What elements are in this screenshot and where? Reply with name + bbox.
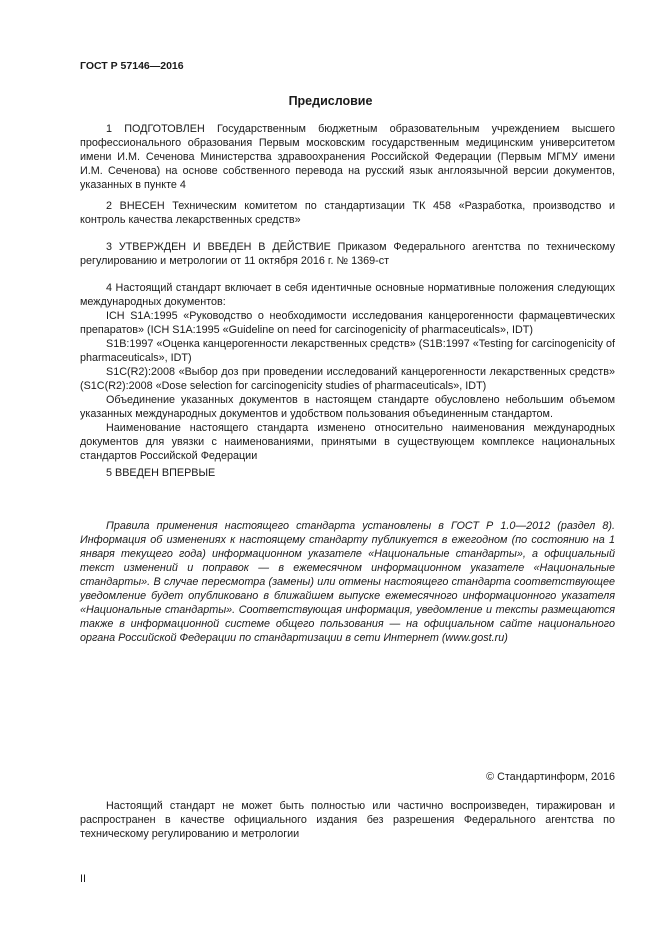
section-4 <box>80 281 615 463</box>
section-2 <box>80 199 615 227</box>
section-5 <box>80 466 615 480</box>
reproduction-notice <box>80 799 615 841</box>
page-title: Предисловие <box>288 94 373 108</box>
section-4-item: S1B:1997 «Оценка канцерогенности лекарственных средств» (S1B:1997 «Testing for carcinogenicity of pharmaceuticals», IDT) <box>80 338 615 365</box>
rules-notice <box>80 519 615 645</box>
section-5-text: 5 ВВЕДЕН ВПЕРВЫЕ <box>106 467 216 479</box>
section-4-note: Наименование настоящего стандарта изменено относительно наименования международных документов для увязки с наименованиями, принятыми в существующем комплексе национальных стандартов Российской Федерации <box>80 422 615 463</box>
section-4-item: ICH S1A:1995 «Руководство о необходимости исследования канцерогенности фармацевтических препаратов» (ICH S1A:1995 «Guideline on need for carcinogenicity of pharmaceuticals», IDT) <box>80 310 615 337</box>
section-1 <box>80 122 615 192</box>
section-4-intro: 4 Настоящий стандарт включает в себя идентичные основные нормативные положения следующих международных документов: <box>80 282 615 309</box>
copyright: © Стандартинформ, 2016 <box>486 771 615 783</box>
section-3-text: 3 УТВЕРЖДЕН И ВВЕДЕН В ДЕЙСТВИЕ Приказом Федерального агентства по техническому регулированию и метрологии от 11 октября 2016 г. № 1369-ст <box>80 241 615 268</box>
section-4-item: S1C(R2):2008 «Выбор доз при проведении исследований канцерогенности лекарственных средств» (S1C(R2):2008 «Dose selection for carcinogenicity studies of pharmaceuticals», IDT) <box>80 366 615 393</box>
standard-id: ГОСТ Р 57146—2016 <box>80 60 184 72</box>
section-4-note: Объединение указанных документов в настоящем стандарте обусловлено небольшим объемом указанных международных документов и удобством пользования объединенным стандартом. <box>80 394 615 421</box>
section-1-text: 1 ПОДГОТОВЛЕН Государственным бюджетным образовательным учреждением высшего профессионального образования Первым московским государственным медицинским университетом имени И.М. Сеченова Министерства здравоохранения Российской Федерации (Первым МГМУ имени И.М. Сеченова) на основе собственного перевода на русский язык англоязычной версии документов, указанных в пункте 4 <box>80 123 615 192</box>
rules-notice-text: Правила применения настоящего стандарта установлены в ГОСТ Р 1.0—2012 (раздел 8). Информация об изменениях к настоящему стандарту публикуется в ежегодном (по состоянию на 1 января текущего года) информационном указателе «Национальные стандарты», а официальный текст изменений и поправок — в ежемесячном информационном указателе «Национальные стандарты». В случае пересмотра (замены) или отмены настоящего стандарта соответствующее уведомление будет опубликовано в ближайшем выпуске ежемесячного информационного указателя «Национальные стандарты». Соответствующая информация, уведомление и тексты размещаются также в информационной системе общего пользования — на официальном сайте национального органа Российской Федерации по стандартизации в сети Интернет (www.gost.ru) <box>80 520 615 645</box>
section-2-text: 2 ВНЕСЕН Техническим комитетом по стандартизации ТК 458 «Разработка, производство и контроль качества лекарственных средств» <box>80 200 615 227</box>
section-3 <box>80 240 615 268</box>
page-number: II <box>80 873 86 885</box>
reproduction-notice-text: Настоящий стандарт не может быть полностью или частично воспроизведен, тиражирован и распространен в качестве официального издания без разрешения Федерального агентства по техническому регулированию и метрологии <box>80 800 615 841</box>
